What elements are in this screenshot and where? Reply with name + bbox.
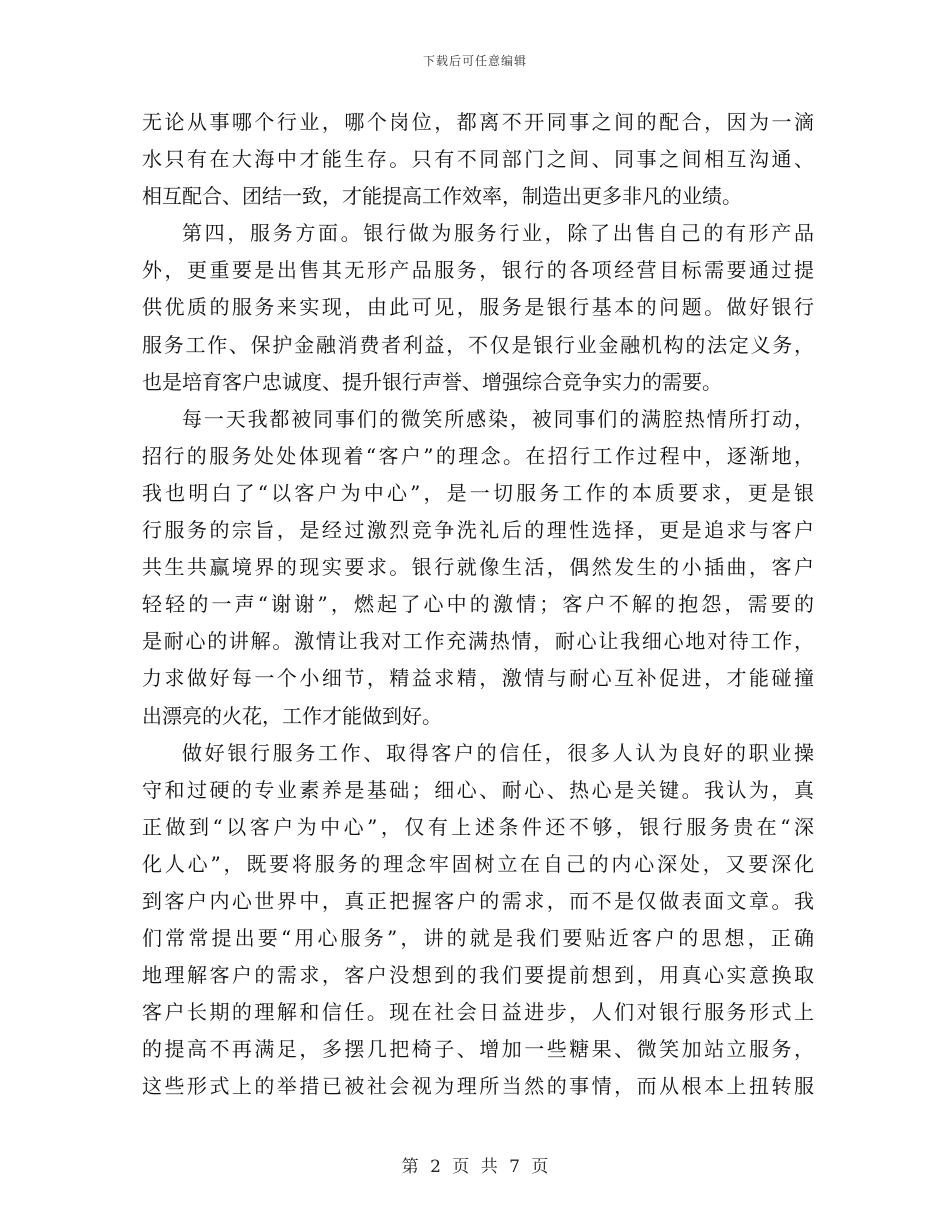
- page-number-footer: 第 2 页 共 7 页: [401, 1157, 549, 1177]
- body-line: 化人心”，既要将服务的理念牢固树立在自己的内心深处，又要深化: [142, 851, 814, 876]
- body-line: 我也明白了“以客户为中心”，是一切服务工作的本质要求，更是银: [142, 480, 814, 505]
- body-line: 守和过硬的专业素养是基础；细心、耐心、热心是关键。我认为，真: [142, 777, 814, 802]
- body-line: 外，更重要是出售其无形产品服务，银行的各项经营目标需要通过提: [142, 258, 814, 283]
- body-line: 服务工作、保护金融消费者利益，不仅是银行业金融机构的法定义务，: [142, 332, 814, 357]
- body-line: 相互配合、团结一致，才能提高工作效率，制造出更多非凡的业绩。: [142, 184, 742, 209]
- body-line: 力求做好每一个小细节，精益求精，激情与耐心互补促进，才能碰撞: [142, 666, 814, 691]
- paragraph-start-line: 做好银行服务工作、取得客户的信任，很多人认为良好的职业操: [182, 740, 814, 765]
- body-line: 这些形式上的举措已被社会视为理所当然的事情，而从根本上扭转服: [142, 1074, 814, 1099]
- body-line: 轻轻的一声“谢谢”，燃起了心中的激情；客户不解的抱怨，需要的: [142, 592, 814, 617]
- body-line: 招行的服务处处体现着“客户”的理念。在招行工作过程中，逐渐地，: [142, 443, 814, 468]
- body-line: 供优质的服务来实现，由此可见，服务是银行基本的问题。做好银行: [142, 295, 814, 320]
- body-line: 出漂亮的火花，工作才能做到好。: [142, 703, 442, 728]
- body-line: 正做到“以客户为中心”，仅有上述条件还不够，银行服务贵在“深: [142, 814, 814, 839]
- body-line: 客户长期的理解和信任。现在社会日益进步，人们对银行服务形式上: [142, 1000, 814, 1025]
- body-line: 们常常提出要“用心服务”，讲的就是我们要贴近客户的思想，正确: [142, 926, 814, 951]
- body-line: 到客户内心世界中，真正把握客户的需求，而不是仅做表面文章。我: [142, 888, 814, 913]
- body-line: 的提高不再满足，多摆几把椅子、增加一些糖果、微笑加站立服务，: [142, 1037, 814, 1062]
- document-body: [142, 104, 814, 1106]
- page-header: 下载后可任意编辑: [422, 54, 527, 68]
- body-line: 行服务的宗旨，是经过激烈竞争洗礼后的理性选择，更是追求与客户: [142, 518, 814, 543]
- body-line: 共生共赢境界的现实要求。银行就像生活，偶然发生的小插曲，客户: [142, 555, 814, 580]
- paragraph-start-line: 每一天我都被同事们的微笑所感染，被同事们的满腔热情所打动，: [182, 406, 814, 431]
- paragraph-start-line: 第四，服务方面。银行做为服务行业，除了出售自己的有形产品: [182, 221, 814, 246]
- body-line: 地理解客户的需求，客户没想到的我们要提前想到，用真心实意换取: [142, 963, 814, 988]
- body-line: 是耐心的讲解。激情让我对工作充满热情，耐心让我细心地对待工作，: [142, 629, 814, 654]
- body-line: 无论从事哪个行业，哪个岗位，都离不开同事之间的配合，因为一滴: [142, 110, 814, 134]
- body-line: 水只有在大海中才能生存。只有不同部门之间、同事之间相互沟通、: [142, 147, 814, 172]
- body-line: 也是培育客户忠诚度、提升银行声誉、增强综合竞争实力的需要。: [142, 369, 722, 394]
